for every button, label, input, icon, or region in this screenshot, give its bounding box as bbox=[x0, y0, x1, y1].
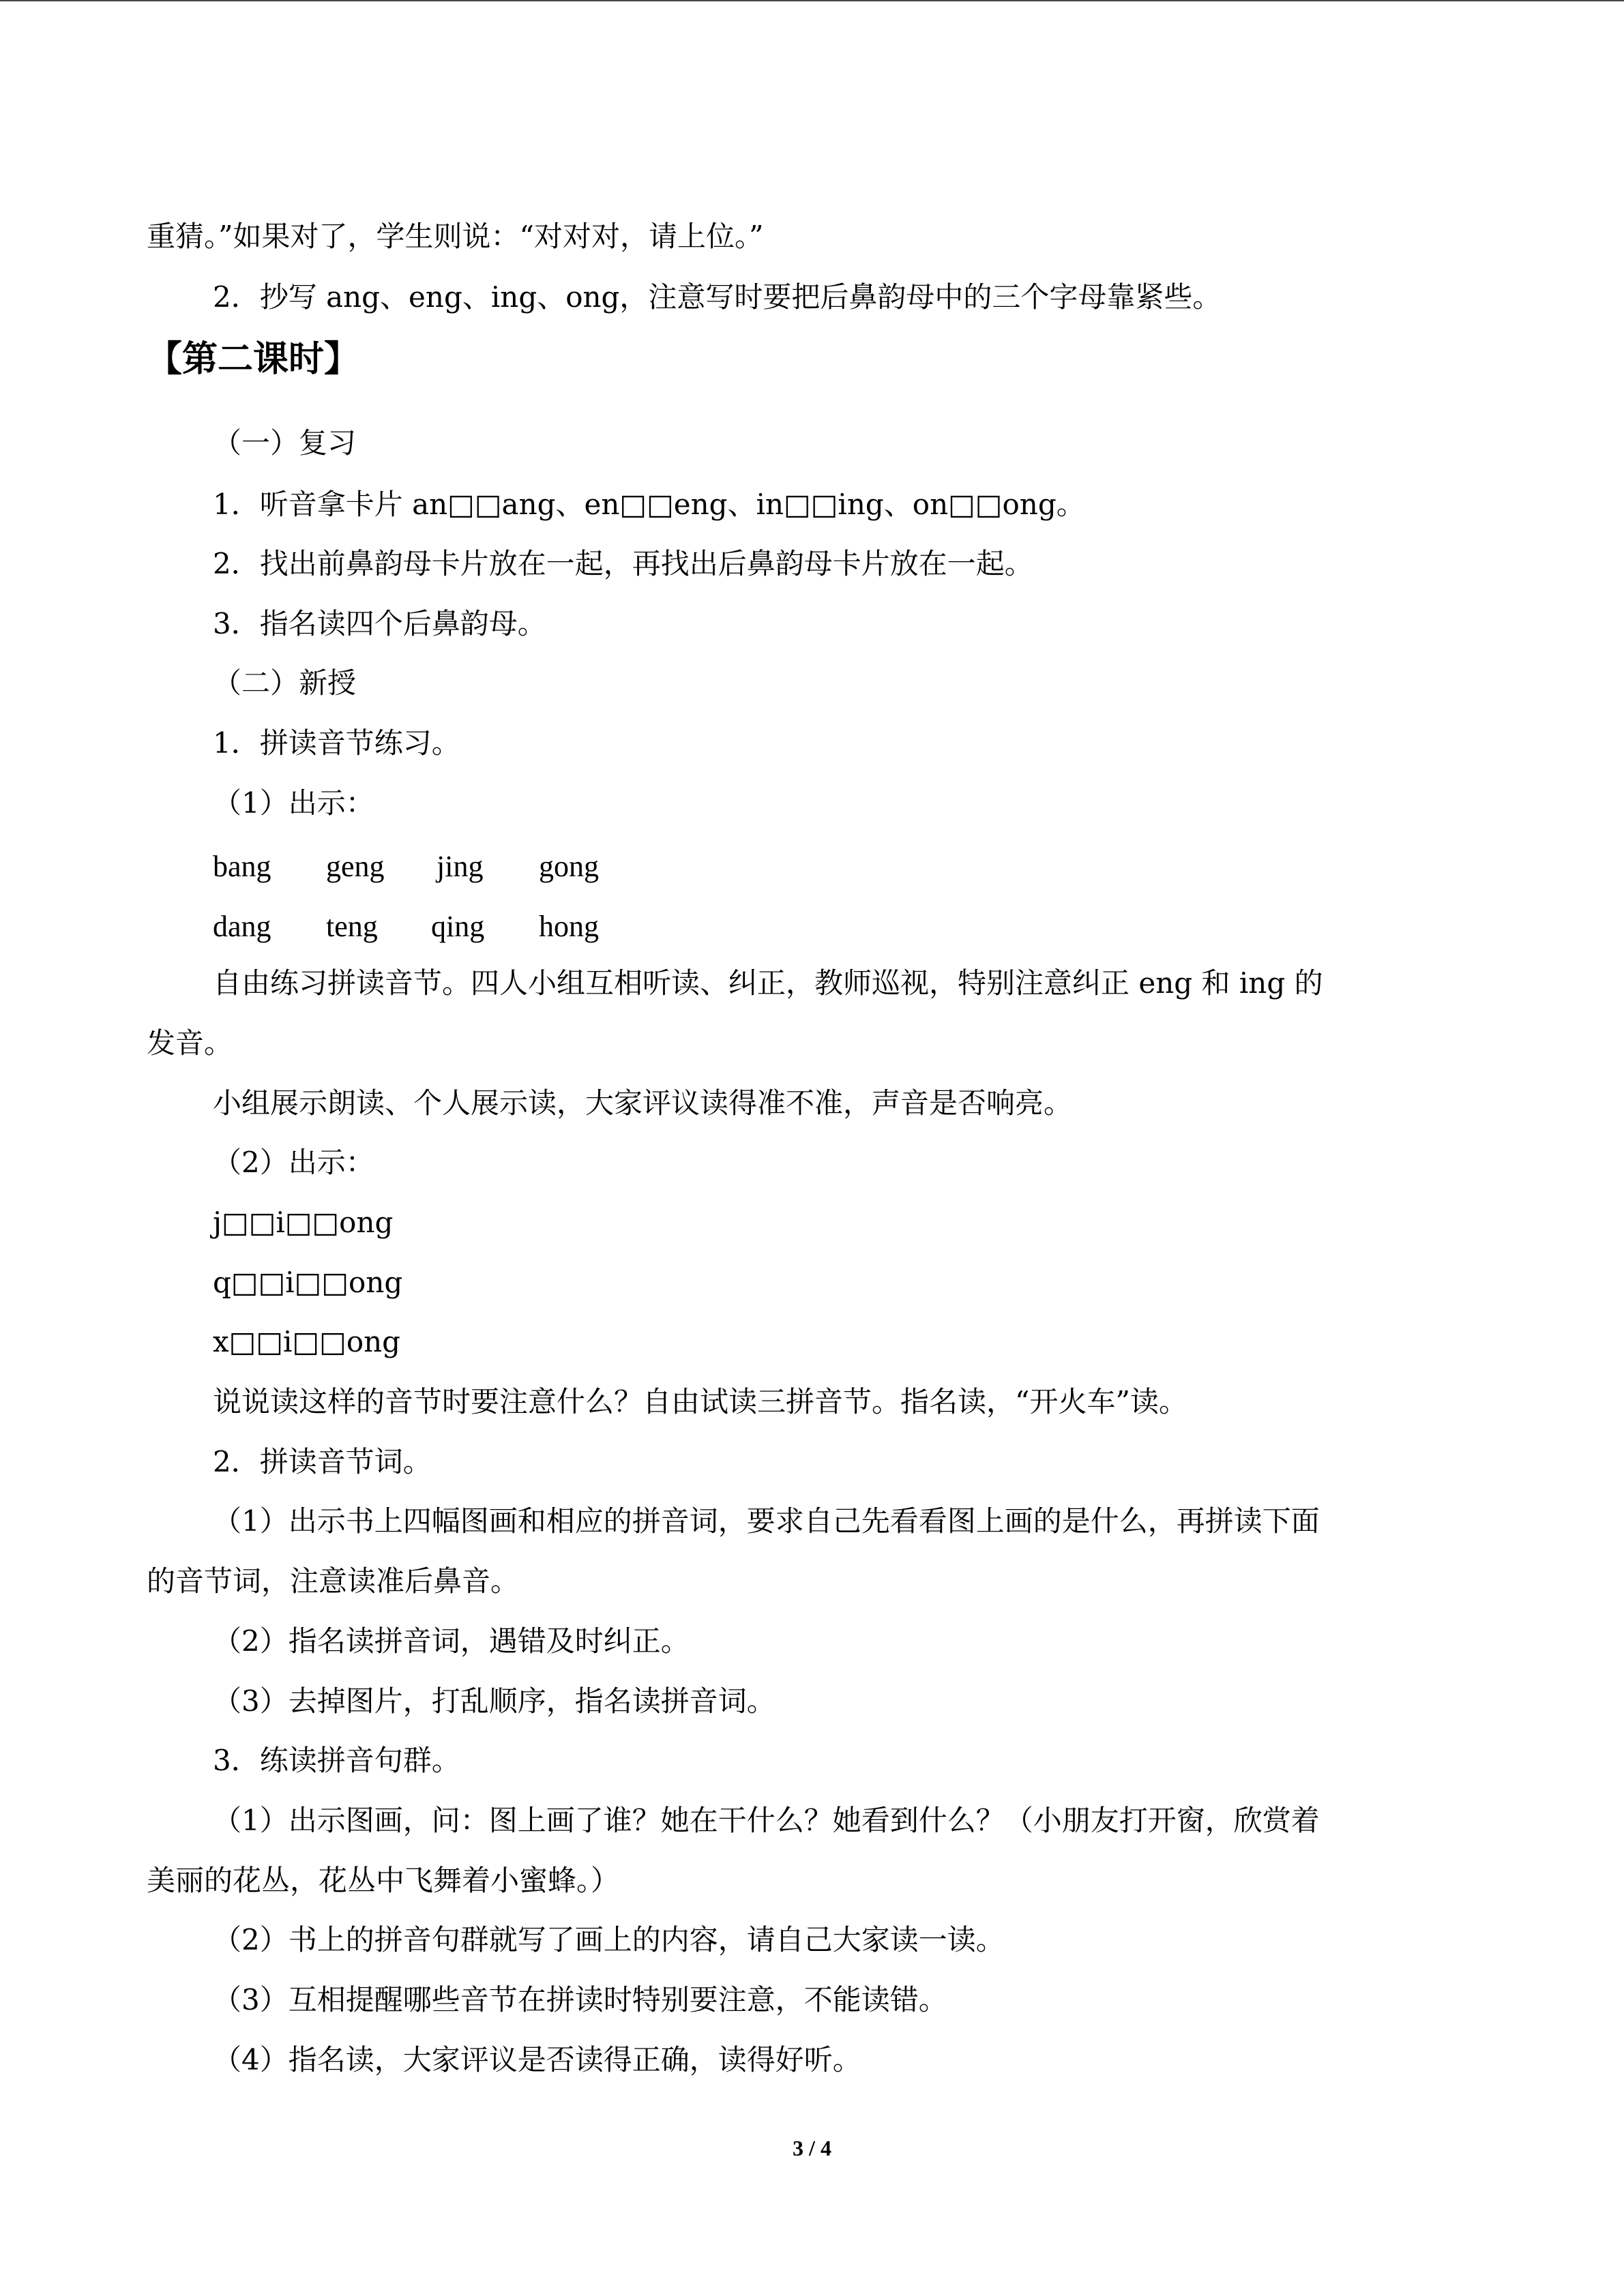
pinyin-syllable: teng bbox=[326, 910, 378, 943]
text-line-9: （1）出示： bbox=[213, 786, 374, 820]
text-line-19: （1）出示书上四幅图画和相应的拼音词，要求自己先看看图上画的是什么，再拼读下面 bbox=[213, 1504, 1320, 1538]
pinyin-syllable: jing bbox=[437, 850, 484, 883]
text-line-13: （2）出示： bbox=[213, 1146, 374, 1179]
page-number: 3 / 4 bbox=[793, 2136, 831, 2160]
text-line-23: 3．练读拼音句群。 bbox=[213, 1744, 460, 1777]
text-line-1: 重猜。”如果对了，学生则说：“对对对，请上位。” bbox=[147, 220, 764, 253]
text-line-17: 说说读这样的音节时要注意什么？自由试读三拼音节。指名读，“开火车”读。 bbox=[213, 1385, 1187, 1418]
text-line-6: 3．指名读四个后鼻韵母。 bbox=[213, 607, 546, 640]
text-line-27: （3）互相提醒哪些音节在拼读时特别要注意，不能读错。 bbox=[213, 1983, 947, 2016]
pinyin-syllable: hong bbox=[539, 910, 599, 943]
pinyin-syllable: dang bbox=[213, 910, 271, 943]
text-line-24: （1）出示图画，问：图上画了谁？她在干什么？她看到什么？（小朋友打开窗，欣赏着 bbox=[213, 1804, 1320, 1837]
text-line-7: （二）新授 bbox=[213, 666, 357, 700]
text-line-16: x□□i□□ong bbox=[213, 1325, 401, 1358]
text-line-21: （2）指名读拼音词，遇错及时纠正。 bbox=[213, 1624, 690, 1658]
section-heading: 【第二课时】 bbox=[147, 339, 360, 380]
pinyin-syllable: bang bbox=[213, 850, 271, 883]
text-line-11: 发音。 bbox=[147, 1026, 233, 1060]
pinyin-syllable: qing bbox=[431, 910, 485, 943]
text-line-25: 美丽的花丛，花丛中飞舞着小蜜蜂。） bbox=[147, 1864, 620, 1897]
text-line-14: j□□i□□ong bbox=[213, 1206, 394, 1239]
text-line-4: 1．听音拿卡片 an□□ang、en□□eng、in□□ing、on□□ong。 bbox=[213, 488, 1085, 521]
text-line-20: 的音节词，注意读准后鼻音。 bbox=[147, 1564, 520, 1598]
text-line-8: 1．拼读音节练习。 bbox=[213, 726, 460, 760]
text-line-5: 2．找出前鼻韵母卡片放在一起，再找出后鼻韵母卡片放在一起。 bbox=[213, 547, 1033, 580]
text-line-3: （一）复习 bbox=[213, 426, 357, 460]
text-line-10: 自由练习拼读音节。四人小组互相听读、纠正，教师巡视，特别注意纠正 eng 和 ing 的 bbox=[213, 966, 1323, 1000]
text-line-28: （4）指名读，大家评议是否读得正确，读得好听。 bbox=[213, 2043, 861, 2076]
text-line-12: 小组展示朗读、个人展示读，大家评议读得准不准，声音是否响亮。 bbox=[213, 1086, 1073, 1120]
text-line-26: （2）书上的拼音句群就写了画上的内容，请自己大家读一读。 bbox=[213, 1923, 1005, 1956]
text-line-22: （3）去掉图片，打乱顺序，指名读拼音词。 bbox=[213, 1684, 776, 1718]
pinyin-syllable: geng bbox=[326, 850, 385, 883]
text-line-15: q□□i□□ong bbox=[213, 1266, 403, 1299]
text-line-2: 2．抄写 ang、eng、ing、ong，注意写时要把后鼻韵母中的三个字母靠紧些。 bbox=[213, 280, 1222, 314]
pinyin-syllable: gong bbox=[539, 850, 599, 883]
text-line-18: 2．拼读音节词。 bbox=[213, 1445, 432, 1478]
